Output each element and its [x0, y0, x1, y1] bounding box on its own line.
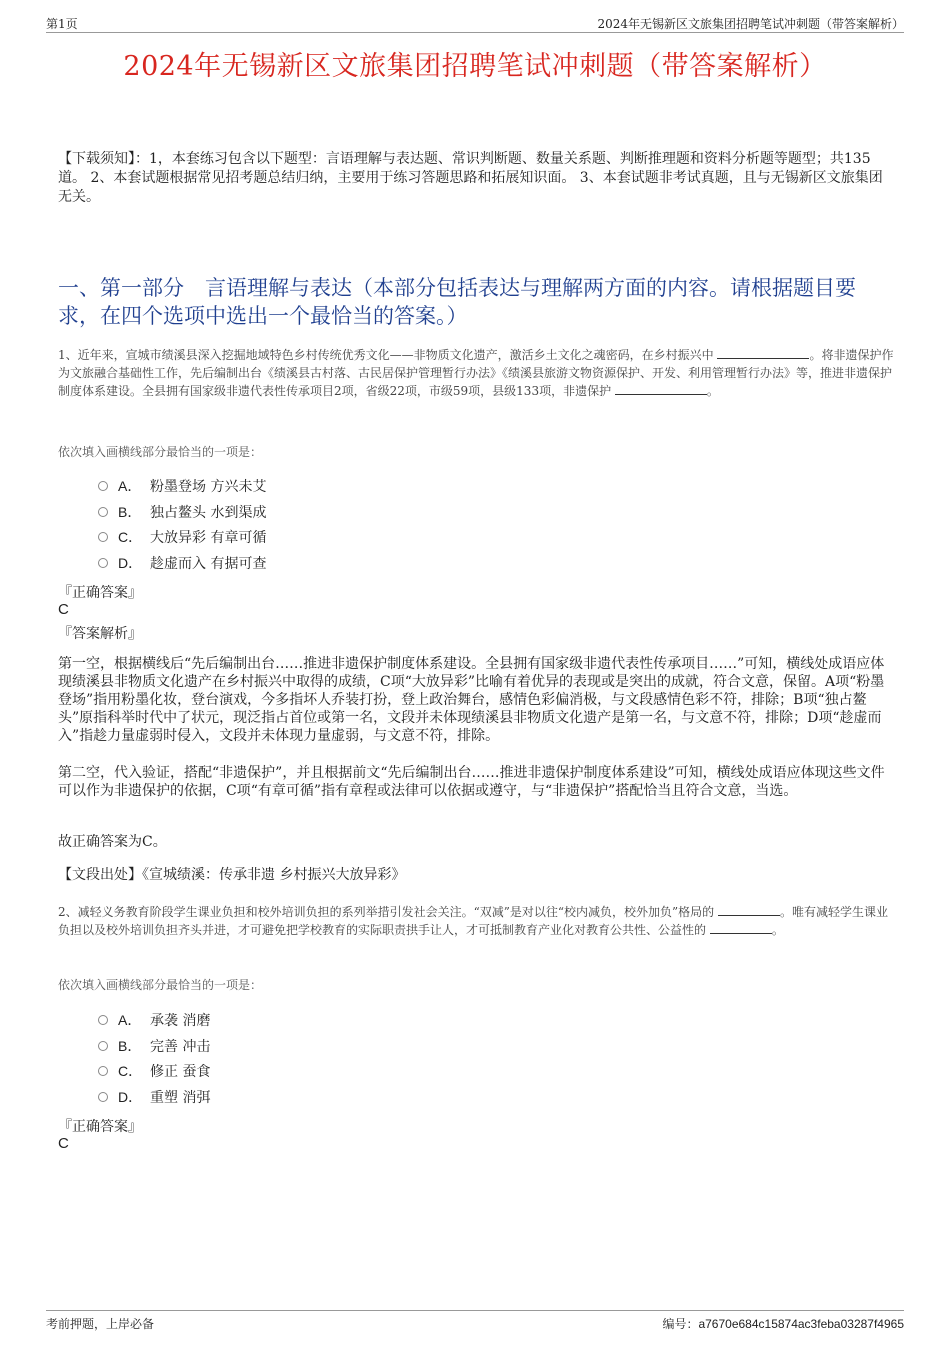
analysis-conclusion: 故正确答案为C。 [58, 834, 167, 850]
option-text: 粉墨登场 方兴未艾 [150, 479, 267, 495]
analysis-paragraph-2: 第二空，代入验证，搭配“非遗保护”，并且根据前文“先后编制出台……推进非遗保护制度体系建设”可知，横线处成语应体现这些文件可以作为非遗保护的依据，C项“有章可循”指有章程或法律可以依据或遵守，与“非遗保护”搭配恰当且符合文意，当选。 [58, 765, 885, 799]
question-2-stem [58, 903, 894, 939]
question-1-stem [58, 346, 894, 400]
question-1-stem-part2: 。将非遗保护作为文旅融合基础性工作，先后编制出台《绩溪县古村落、古民居保护管理暂行办法》《绩溪县旅游文物资源保护、开发、利用管理暂行办法》等，推进非遗保护制度体系建设。全县拥有国家级非遗代表性传承项目2项，省级22项，市级59项，县级133项，非遗保护 [58, 348, 894, 398]
option-d[interactable] [98, 553, 266, 573]
option-text: 承袭 消磨 [150, 1013, 211, 1029]
option-a[interactable] [98, 1010, 210, 1030]
question-2-stem-part1: 2、减轻义务教育阶段学生课业负担和校外培训负担的系列举措引发社会关注。“双减”是对以往“校内减负，校外加负”格局的 [58, 905, 715, 919]
option-text: 趁虚而入 有据可查 [150, 556, 267, 572]
footer-id-code: a7670e684c15874ac3feba03287f4965 [698, 1317, 904, 1331]
option-b[interactable] [98, 502, 266, 522]
correct-answer-label: 『正确答案』 [58, 1119, 142, 1135]
option-letter: D． [118, 1089, 143, 1105]
option-c[interactable] [98, 1061, 210, 1081]
option-letter: D． [118, 555, 143, 571]
header-doc-title: 2024年无锡新区文旅集团招聘笔试冲刺题（带答案解析） [597, 17, 904, 31]
question-1-prompt: 依次填入画横线部分最恰当的一项是： [58, 445, 263, 459]
correct-answer-label: 『正确答案』 [58, 585, 142, 601]
option-text: 独占鳌头 水到渠成 [150, 505, 267, 521]
option-text: 修正 蚕食 [150, 1064, 211, 1080]
option-d[interactable] [98, 1087, 210, 1107]
option-letter: C． [118, 529, 143, 545]
radio-icon[interactable] [98, 1041, 108, 1051]
source-citation: 【文段出处】《宣城绩溪：传承非遗 乡村振兴大放异彩》 [58, 867, 406, 883]
option-letter: C． [118, 1063, 143, 1079]
option-letter: A． [118, 478, 142, 494]
option-letter: B． [118, 1038, 142, 1054]
option-c[interactable] [98, 527, 266, 547]
footer-id-label: 编号： [662, 1317, 699, 1331]
option-a[interactable] [98, 476, 266, 496]
blank-2 [615, 382, 707, 395]
question-2-stem-part2: 。唯有减轻学生课业负担以及校外培训负担齐头并进，才可避免把学校教育的实际职责拱手让人，才可抵制教育产业化对教育公共性、公益性的 [58, 905, 889, 937]
option-text: 完善 冲击 [150, 1039, 211, 1055]
correct-answer: C [58, 601, 69, 618]
option-b[interactable] [98, 1036, 210, 1056]
radio-icon[interactable] [98, 1015, 108, 1025]
option-text: 大放异彩 有章可循 [150, 530, 267, 546]
footer-doc-id [662, 1315, 904, 1332]
radio-icon[interactable] [98, 481, 108, 491]
page-header [46, 14, 904, 33]
page-footer [46, 1310, 904, 1333]
blank-1 [718, 903, 780, 916]
radio-icon[interactable] [98, 1092, 108, 1102]
option-letter: B． [118, 504, 142, 520]
question-2-stem-end: 。 [771, 923, 784, 937]
question-2-prompt: 依次填入画横线部分最恰当的一项是： [58, 978, 263, 992]
section-heading: 一、第一部分 言语理解与表达（本部分包括表达与理解两方面的内容。请根据题目要求，在四个选项中选出一个最恰当的答案。） [58, 276, 856, 328]
analysis-paragraph-1: 第一空，根据横线后“先后编制出台……推进非遗保护制度体系建设。全县拥有国家级非遗代表性传承项目……”可知，横线处成语应体现绩溪县非物质文化遗产在乡村振兴中取得的成绩，C项“大放异彩”比喻有着优异的表现或是突出的成就，符合文意，保留。A项“粉墨登场”指用粉墨化妆，登台演戏，今多指坏人乔装打扮，登上政治舞台，感情色彩偏消极，与文段感情色彩不符，排除；B项“独占鳌头”原指科举时代中了状元，现泛指占首位或第一名，文段并未体现绩溪县非物质文化遗产是第一名，与文意不符，排除；D项“趁虚而入”指趁力量虚弱时侵入，文段并未体现力量虚弱，与文意不符，排除。 [58, 656, 885, 744]
document-title: 2024年无锡新区文旅集团招聘笔试冲刺题（带答案解析） [123, 51, 827, 82]
analysis-label: 『答案解析』 [58, 626, 142, 642]
option-text: 重塑 消弭 [150, 1090, 211, 1106]
radio-icon[interactable] [98, 558, 108, 568]
radio-icon[interactable] [98, 532, 108, 542]
correct-answer: C [58, 1135, 69, 1152]
question-1-stem-end: 。 [706, 384, 719, 398]
page-number: 第1页 [46, 17, 78, 31]
radio-icon[interactable] [98, 1066, 108, 1076]
blank-2 [710, 921, 772, 934]
question-1-stem-part1: 1、近年来，宣城市绩溪县深入挖掘地域特色乡村传统优秀文化——非物质文化遗产，激活乡土文化之魂密码，在乡村振兴中 [58, 348, 714, 362]
footer-slogan: 考前押题，上岸必备 [46, 1317, 155, 1331]
blank-1 [717, 346, 809, 359]
radio-icon[interactable] [98, 507, 108, 517]
download-notice: 【下载须知】：1，本套练习包含以下题型：言语理解与表达题、常识判断题、数量关系题、判断推理题和资料分析题等题型；共135道。 2、本套试题根据常见招考题总结归纳，主要用于练习答题思路和拓展知识面。 3、本套试题非考试真题，且与无锡新区文旅集团无关。 [58, 151, 883, 205]
option-letter: A． [118, 1012, 142, 1028]
